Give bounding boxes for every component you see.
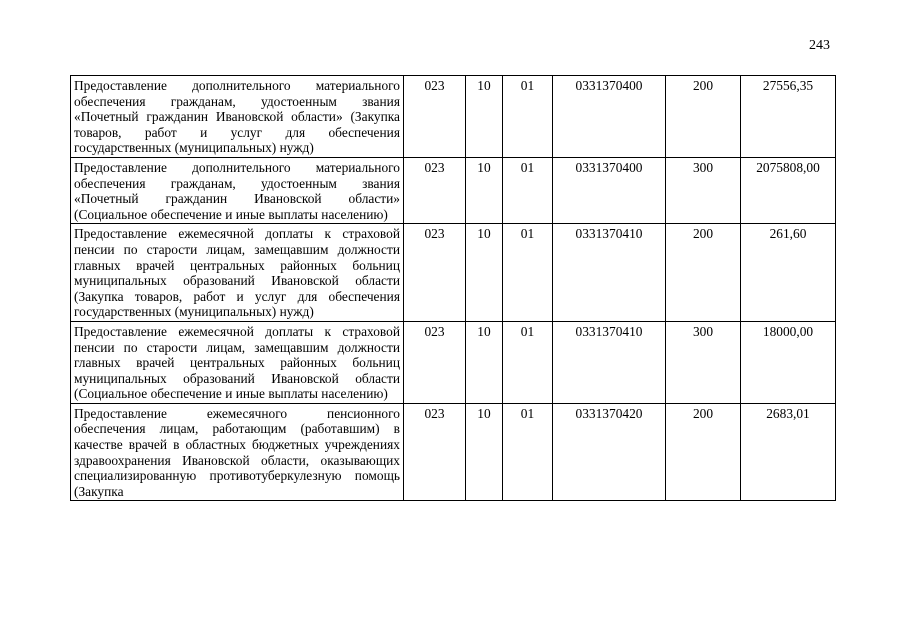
row-description: Предоставление ежемесячной доплаты к страховой пенсии по старости лицам, замещавшим должности главных врачей центральных районных больниц муниципальных образований Ивановской области (Закупка товаров, работ и услуг для обеспечения государственных (муниципальных) нужд) xyxy=(71,224,404,322)
target-article-code: 0331370410 xyxy=(553,224,666,322)
table-row xyxy=(71,157,836,223)
target-article-code: 0331370400 xyxy=(553,157,666,223)
ministry-code: 023 xyxy=(404,157,466,223)
expense-type-code: 300 xyxy=(666,157,741,223)
section-code: 10 xyxy=(466,76,503,158)
subsection-code: 01 xyxy=(503,224,553,322)
ministry-code: 023 xyxy=(404,403,466,501)
page-number: 243 xyxy=(809,38,830,53)
subsection-code: 01 xyxy=(503,403,553,501)
amount: 2683,01 xyxy=(741,403,836,501)
table-row xyxy=(71,403,836,501)
section-code: 10 xyxy=(466,157,503,223)
ministry-code: 023 xyxy=(404,321,466,403)
row-description: Предоставление дополнительного материального обеспечения гражданам, удостоенным звания «Почетный гражданин Ивановской области» (Закупка товаров, работ и услуг для обеспечения государственных (муниципальных) нужд) xyxy=(71,76,404,158)
subsection-code: 01 xyxy=(503,76,553,158)
expense-type-code: 200 xyxy=(666,76,741,158)
budget-table xyxy=(70,75,836,501)
table-row xyxy=(71,224,836,322)
subsection-code: 01 xyxy=(503,157,553,223)
target-article-code: 0331370400 xyxy=(553,76,666,158)
amount: 261,60 xyxy=(741,224,836,322)
section-code: 10 xyxy=(466,321,503,403)
target-article-code: 0331370410 xyxy=(553,321,666,403)
expense-type-code: 300 xyxy=(666,321,741,403)
ministry-code: 023 xyxy=(404,224,466,322)
table-row xyxy=(71,76,836,158)
target-article-code: 0331370420 xyxy=(553,403,666,501)
ministry-code: 023 xyxy=(404,76,466,158)
table-row xyxy=(71,321,836,403)
amount: 27556,35 xyxy=(741,76,836,158)
row-description: Предоставление ежемесячной доплаты к страховой пенсии по старости лицам, замещавшим должности главных врачей центральных районных больниц муниципальных образований Ивановской области (Социальное обеспечение и иные выплаты населению) xyxy=(71,321,404,403)
subsection-code: 01 xyxy=(503,321,553,403)
expense-type-code: 200 xyxy=(666,403,741,501)
amount: 18000,00 xyxy=(741,321,836,403)
amount: 2075808,00 xyxy=(741,157,836,223)
section-code: 10 xyxy=(466,224,503,322)
section-code: 10 xyxy=(466,403,503,501)
row-description: Предоставление ежемесячного пенсионного обеспечения лицам, работающим (работавшим) в качестве врачей в областных бюджетных учреждениях здравоохранения Ивановской области, оказывающих специализированную противотуберкулезную помощь (Закупка xyxy=(71,403,404,501)
expense-type-code: 200 xyxy=(666,224,741,322)
row-description: Предоставление дополнительного материального обеспечения гражданам, удостоенным звания «Почетный гражданин Ивановской области» (Социальное обеспечение и иные выплаты населению) xyxy=(71,157,404,223)
